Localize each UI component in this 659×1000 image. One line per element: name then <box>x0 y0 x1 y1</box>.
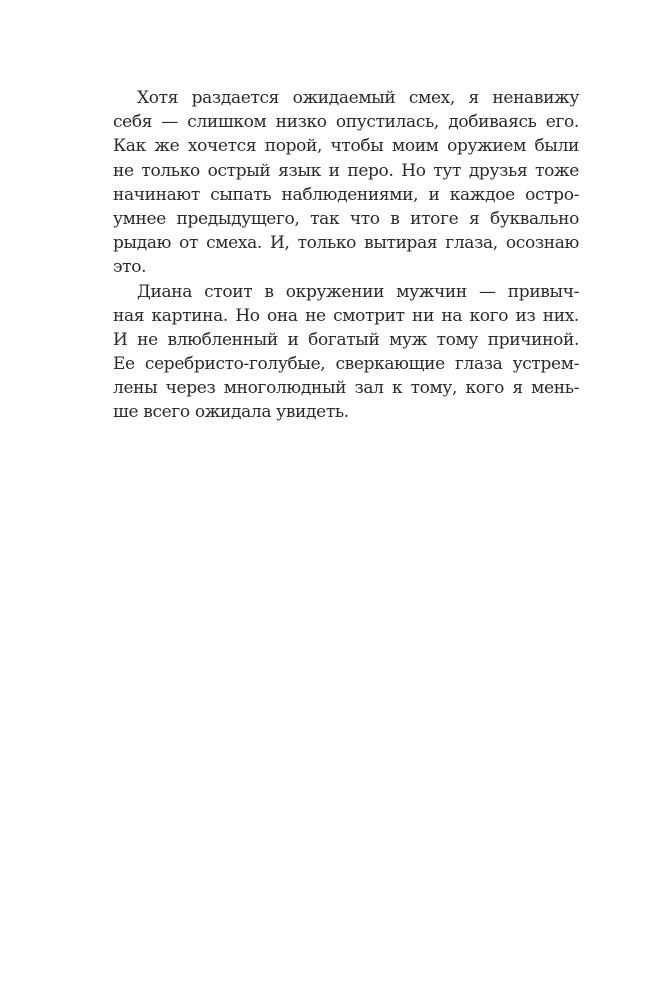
text-line: Ее серебристо-голубые, сверкающие глаза устрем- <box>113 354 579 375</box>
book-page <box>113 86 579 425</box>
text-line: рыдаю от смеха. И, только вытирая глаза, осознаю <box>113 233 579 254</box>
text-line: лены через многолюдный зал к тому, кого я мень- <box>113 378 579 399</box>
text-line: умнее предыдущего, так что в итоге я буквально <box>113 208 579 229</box>
text-line: И не влюбленный и богатый муж тому причиной. <box>113 329 579 350</box>
text-line: себя — слишком низко опустилась, добиваясь его. <box>113 112 579 133</box>
text-line: ше всего ожидала увидеть. <box>113 402 349 423</box>
text-line: ная картина. Но она не смотрит ни на кого из них. <box>113 305 579 326</box>
paragraph-1 <box>113 86 579 280</box>
text-line: Диана стоит в окружении мужчин — привыч- <box>137 281 579 302</box>
text-line: начинают сыпать наблюдениями, и каждое остро- <box>113 184 579 205</box>
paragraph-2 <box>113 280 579 425</box>
text-line: это. <box>113 257 147 278</box>
text-line: Как же хочется порой, чтобы моим оружием были <box>113 136 579 157</box>
text-line: Хотя раздается ожидаемый смех, я ненавижу <box>137 88 579 108</box>
text-line: не только острый язык и перо. Но тут друзья тоже <box>113 160 579 181</box>
